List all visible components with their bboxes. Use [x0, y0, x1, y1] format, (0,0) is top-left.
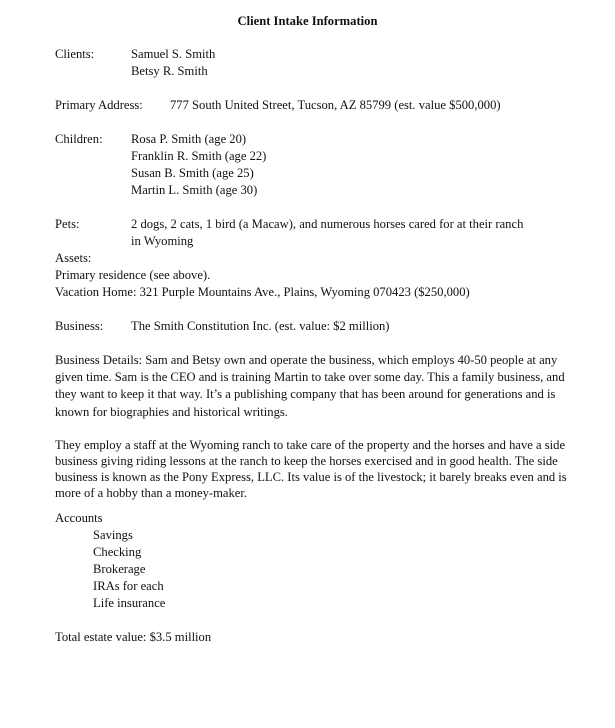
client-name: Samuel S. Smith	[131, 47, 216, 61]
account-item: IRAs for each	[93, 579, 164, 593]
child-name: Martin L. Smith (age 30)	[131, 183, 258, 197]
child-name: Rosa P. Smith (age 20)	[131, 132, 247, 146]
total-estate-value: Total estate value: $3.5 million	[55, 630, 212, 644]
address-label: Primary Address:	[55, 98, 143, 112]
assets-label: Assets:	[55, 251, 92, 265]
clients-label: Clients:	[55, 47, 95, 61]
pets-value-line1: 2 dogs, 2 cats, 1 bird (a Macaw), and numerous horses cared for at their ranch	[131, 217, 524, 231]
child-name: Susan B. Smith (age 25)	[131, 166, 254, 180]
business-label: Business:	[55, 319, 104, 333]
assets-vacation: Vacation Home: 321 Purple Mountains Ave., Plains, Wyoming 070423 ($250,000)	[55, 285, 470, 299]
ranch-paragraph: They employ a staff at the Wyoming ranch to take care of the property and the horses and have a side business giving riding lessons at the ranch to keep the horses exercised and in good health. The side business is known as the Pony Express, LLC. Its value is of the livestock; it barely breaks even and is more of a hobby than a money-maker.	[55, 438, 567, 500]
business-value: The Smith Constitution Inc. (est. value: $2 million)	[131, 319, 390, 333]
page-title: Client Intake Information	[237, 14, 378, 28]
business-details-paragraph: Business Details: Sam and Betsy own and operate the business, which employs 40-50 people at any given time. Sam is the CEO and is training Martin to take over some day. This a family business, and they want to keep it that way. It’s a publishing company that has been around for generations and is known for biographies and historical writings.	[55, 353, 565, 419]
assets-primary: Primary residence (see above).	[55, 268, 211, 282]
account-item: Life insurance	[93, 596, 166, 610]
account-item: Brokerage	[93, 562, 146, 576]
client-name: Betsy R. Smith	[131, 64, 208, 78]
pets-label: Pets:	[55, 217, 80, 231]
account-item: Checking	[93, 545, 142, 559]
account-item: Savings	[93, 528, 133, 542]
child-name: Franklin R. Smith (age 22)	[131, 149, 267, 163]
address-value: 777 South United Street, Tucson, AZ 85799 (est. value $500,000)	[170, 98, 501, 112]
children-label: Children:	[55, 132, 103, 146]
pets-value-line2: in Wyoming	[131, 234, 194, 248]
accounts-label: Accounts	[55, 511, 103, 525]
